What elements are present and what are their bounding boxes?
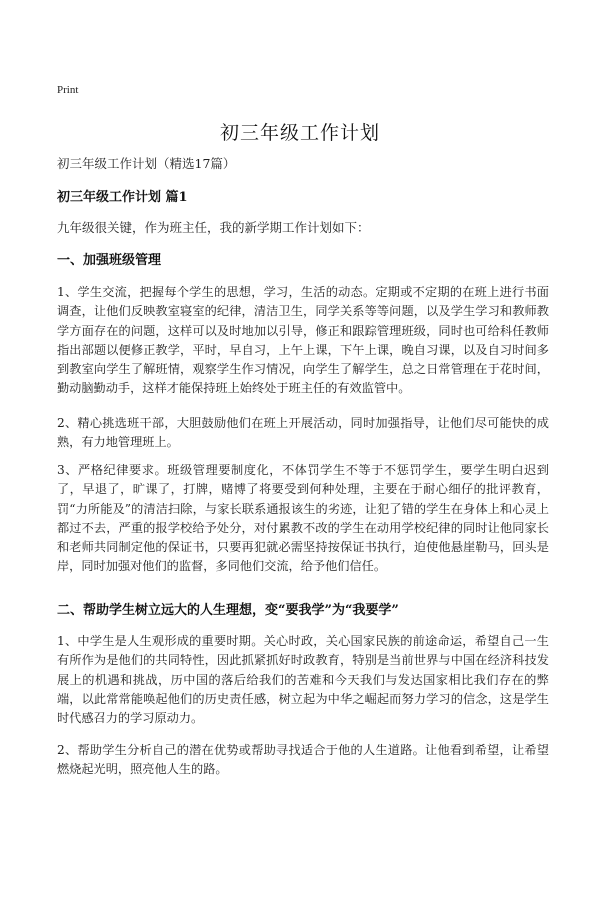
paragraph-discipline: 3、严格纪律要求。班级管理要制度化，不体罚学生不等于不惩罚学生，要学生明白迟到了，早退了，旷课了，打牌，赌博了将要受到何种处理，主要在于耐心细仔的批评教育，罚“力所能及”的清洁扫除，与家长联系通报该生的劣迹，让犯了错的学生在身体上和心灵上都过不去，严重的报学校给予处分，对付累教不改的学生在动用学校纪律的同时让他同家长和老师共同制定他的保证书，只要再犯就必需坚持按保证书执行，迫使他悬崖勒马，回头是岸，同时加强对他们的监督，多同他们交流，给予他们信任。 — [57, 463, 549, 574]
paragraph-class-cadres: 2、精心挑选班干部，大胆鼓励他们在班上开展活动，同时加强指导，让他们尽可能快的成熟，有力地管理班上。 — [57, 416, 549, 450]
intro-paragraph: 九年级很关键，作为班主任，我的新学期工作计划如下： — [57, 220, 370, 235]
print-label: Print — [57, 84, 79, 96]
paragraph-worldview: 1、中学生是人生观形成的重要时期。关心时政，关心国家民族的前途命运，希望自己一生有所作为是他们的共同特性，因此抓紧抓好时政教育，特别是当前世界与中国在经济科技发展上的机遇和挑战，历中国的落后给我们的苦难和今天我们与发达国家相比我们存在的弊端，以此常常能唤起他们的历史责任感，树立起为中华之崛起而努力学习的信念，这是学生时代感召力的学习原动力。 — [57, 634, 549, 726]
document-subtitle: 初三年级工作计划（精选17篇） — [57, 156, 236, 171]
paragraph-communication: 1、学生交流，把握每个学生的思想，学习，生活的动态。定期或不定期的在班上进行书面调查，让他们反映教室寝室的纪律，清洁卫生，同学关系等等问题，以及学生学习和教师教学方面存在的问题，这样可以及时地加以引导，修正和跟踪管理班级，同时也可给科任教师指出部题以便修正教学，平时，早自习，上午上课，下午上课，晚自习课，以及自习时间多到教室向学生了解班情，观察学生作习情况，向学生了解学生，总之日常管理在于花时间，勤动脑勤动手，这样才能保持班上始终处于班主任的有效监管中。 — [57, 285, 549, 396]
section-heading-life-ideals: 二、帮助学生树立远大的人生理想，变“要我学”为“我要学” — [57, 603, 399, 618]
section-heading-class-management: 一、加强班级管理 — [57, 253, 162, 268]
article-title: 初三年级工作计划 篇1 — [57, 190, 188, 205]
page-title: 初三年级工作计划 — [219, 122, 380, 144]
paragraph-life-path: 2、帮助学生分析自己的潜在优势或帮助寻找适合于他的人生道路。让他看到希望，让希望燃烧起光明，照亮他人生的路。 — [57, 743, 549, 777]
